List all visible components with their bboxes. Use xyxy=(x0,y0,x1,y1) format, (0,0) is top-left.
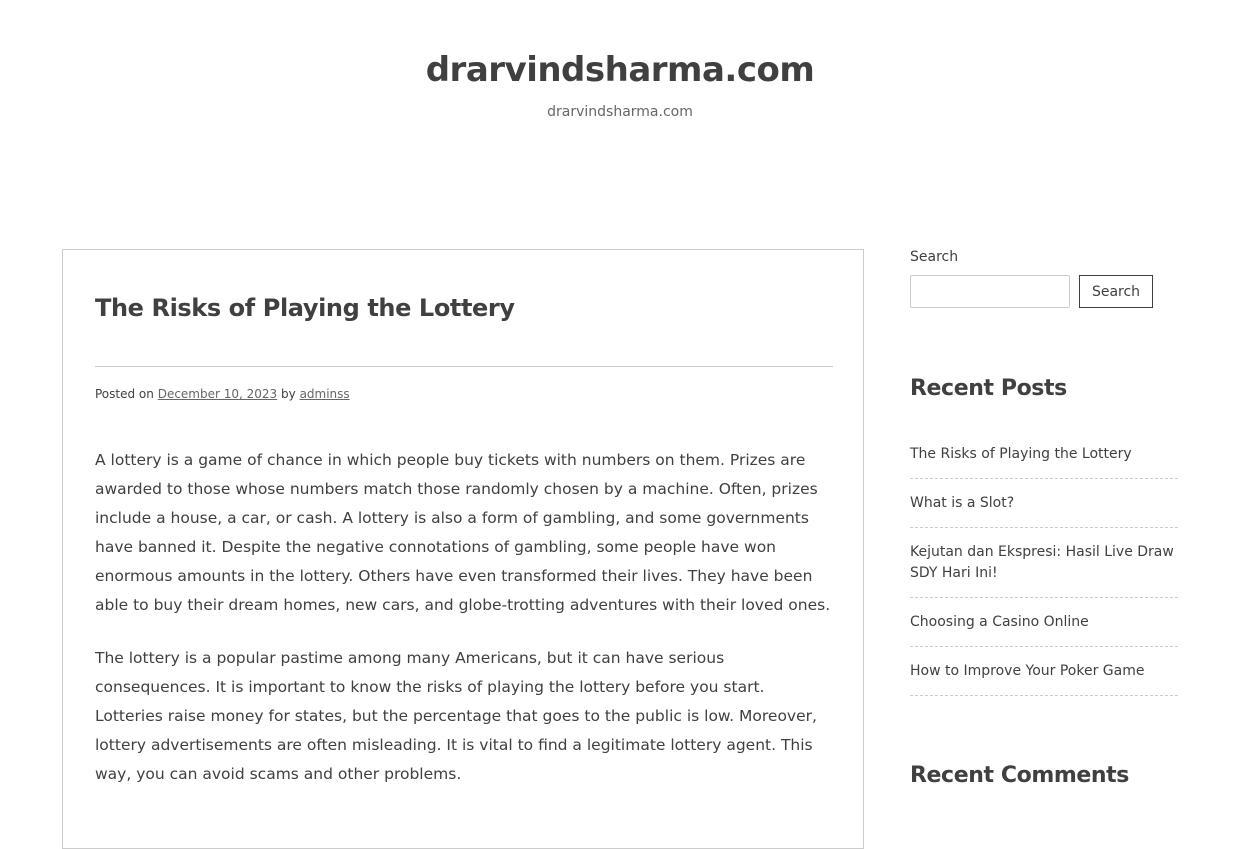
recent-post-link[interactable]: The Risks of Playing the Lottery xyxy=(910,434,1178,479)
recent-comments-title: Recent Comments xyxy=(910,763,1129,788)
article-card xyxy=(62,249,864,849)
site-description: drarvindsharma.com xyxy=(547,104,693,120)
posted-on-label: Posted on xyxy=(95,387,154,401)
search-button[interactable]: Search xyxy=(1079,275,1153,308)
site-title-link[interactable]: drarvindsharma.com xyxy=(425,50,815,90)
post-date-link[interactable]: December 10, 2023 xyxy=(157,387,278,401)
article-content xyxy=(95,446,835,813)
recent-post-link[interactable]: How to Improve Your Poker Game xyxy=(910,647,1178,696)
article-paragraph: A lottery is a game of chance in which people buy tickets with numbers on them. Prizes are awarded to those whose numbers match those randomly chosen by a machine. Often, prizes include a house, a car, or cash. A lottery is also a form of gambling, and some governments have banned it. Despite the negative connotations of gambling, some people have won enormous amounts in the lottery. Others have even transformed their lives. They have been able to buy their dream homes, new cars, and globe-trotting adventures with their loved ones. xyxy=(95,451,831,614)
author-link[interactable]: adminss xyxy=(299,387,350,401)
by-label: by xyxy=(281,387,296,401)
title-divider xyxy=(95,366,833,367)
recent-posts-title: Recent Posts xyxy=(910,376,1067,401)
recent-posts-list xyxy=(910,434,1178,696)
recent-post-link[interactable]: Kejutan dan Ekspresi: Hasil Live Draw SDY Hari Ini! xyxy=(910,528,1178,598)
search-input[interactable] xyxy=(910,275,1070,308)
article-title: The Risks of Playing the Lottery xyxy=(95,294,515,322)
search-label: Search xyxy=(910,249,959,265)
recent-post-link[interactable]: What is a Slot? xyxy=(910,479,1178,528)
recent-post-link[interactable]: Choosing a Casino Online xyxy=(910,598,1178,647)
article-paragraph: The lottery is a popular pastime among many Americans, but it can have serious consequences. It is important to know the risks of playing the lottery before you start. Lotteries raise money for states, but the percentage that goes to the public is low. Moreover, lottery advertisements are often misleading. It is vital to find a legitimate lottery agent. This way, you can avoid scams and other problems. xyxy=(95,649,817,783)
entry-meta xyxy=(95,387,350,401)
